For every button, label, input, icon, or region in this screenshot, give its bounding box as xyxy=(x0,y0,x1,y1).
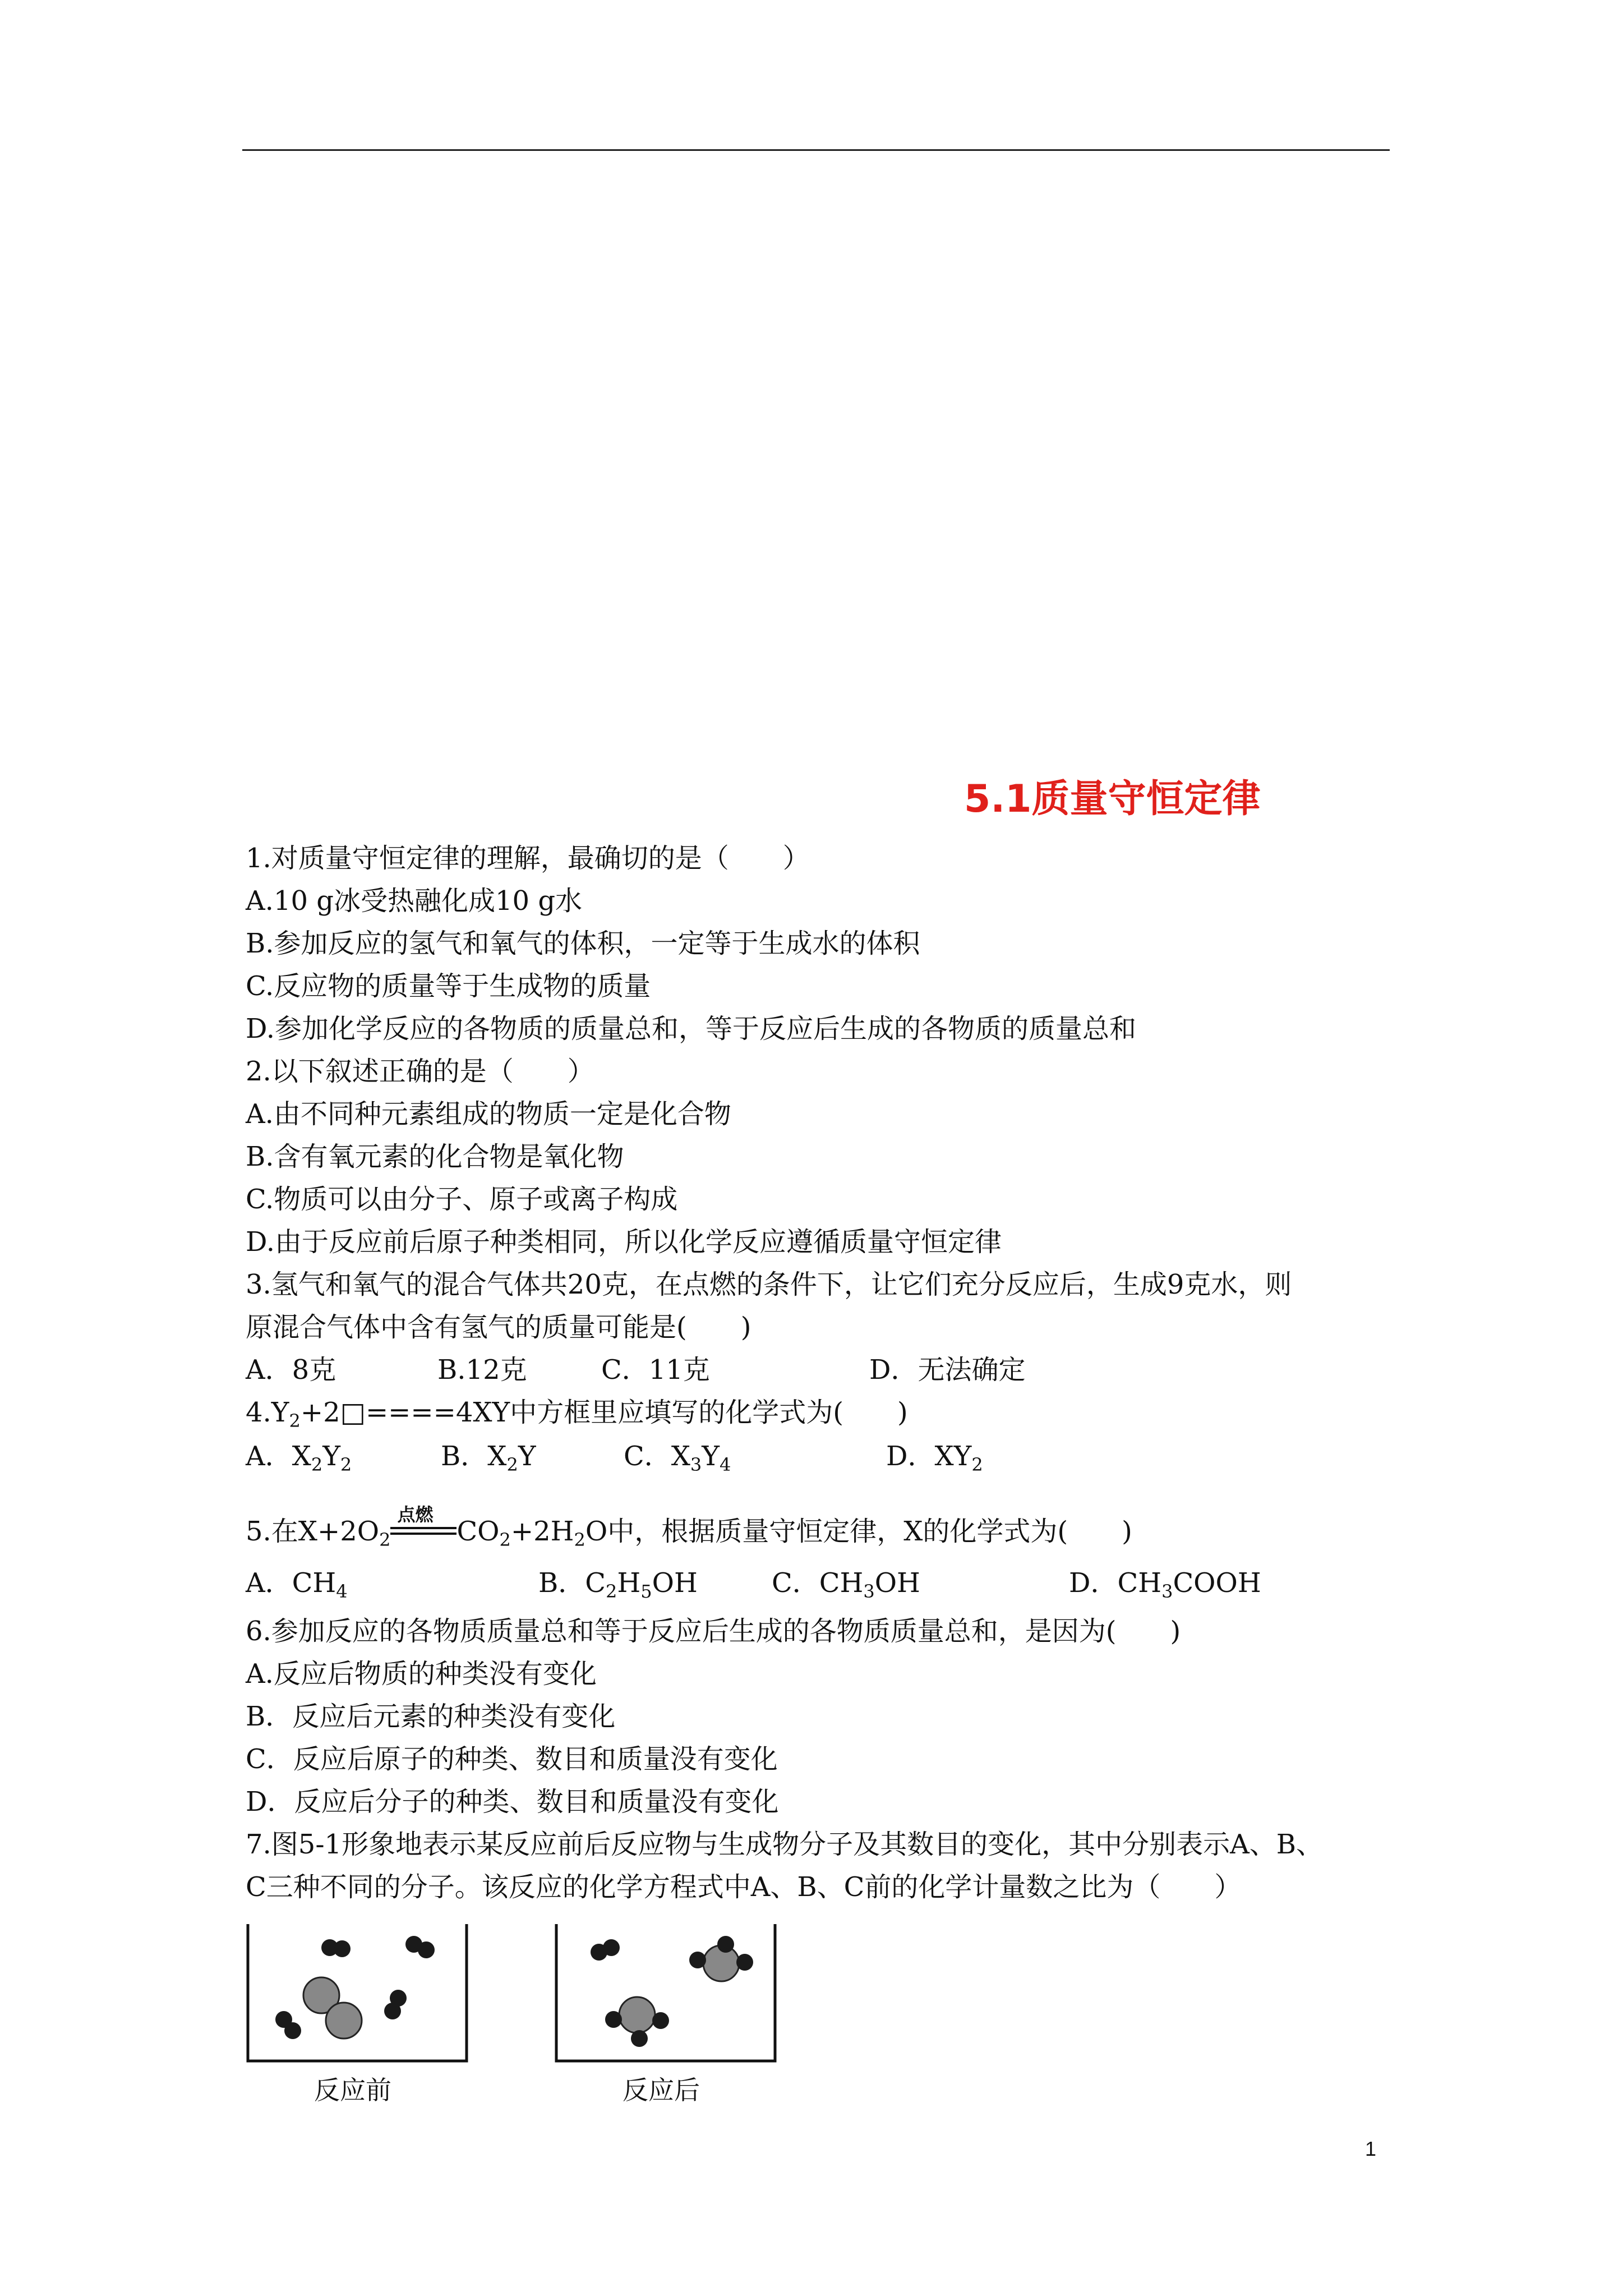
q5-a-part: A．CH xyxy=(246,1567,336,1599)
q2-stem: 2.以下叙述正确的是（ ） xyxy=(246,1056,594,1087)
figure-after-reaction xyxy=(554,1924,778,2070)
q3-option-a: A．8克 xyxy=(246,1354,336,1386)
small-atom xyxy=(652,2012,669,2029)
q5-c-part: OH xyxy=(874,1567,920,1599)
q5-b-part: OH xyxy=(652,1567,698,1599)
q5-c-sub: 3 xyxy=(863,1581,875,1602)
q4-a-part: A．X xyxy=(246,1441,311,1472)
beaker-outline xyxy=(556,1924,775,2061)
q3-stem-line2: 原混合气体中含有氢气的质量可能是( ) xyxy=(246,1312,751,1343)
figure-after-label: 反应后 xyxy=(623,2075,700,2105)
q5-stem-sub: 2 xyxy=(499,1529,511,1550)
q4-b-part: Y xyxy=(518,1441,536,1472)
q2-option-a: A.由不同种元素组成的物质一定是化合物 xyxy=(246,1098,731,1130)
q1-option-c: C.反应物的质量等于生成物的质量 xyxy=(246,970,651,1002)
page-title: 5.1质量守恒定律 xyxy=(964,777,1261,821)
q6-option-b: B．反应后元素的种类没有变化 xyxy=(246,1701,616,1732)
q5-stem-part: O中，根据质量守恒定律，X的化学式为( ) xyxy=(585,1516,1132,1547)
q4-option-d xyxy=(886,1439,983,1473)
q5-stem xyxy=(246,1504,1132,1550)
q4-option-a xyxy=(246,1439,352,1473)
q3-option-b: B.12克 xyxy=(437,1354,527,1386)
large-atom xyxy=(326,2003,362,2039)
q7-stem-line2: C三种不同的分子。该反应的化学方程式中A、B、C前的化学计量数之比为（ ） xyxy=(246,1871,1242,1903)
q5-option-d xyxy=(1069,1566,1261,1600)
q4-stem xyxy=(246,1396,908,1432)
q6-option-d: D．反应后分子的种类、数目和质量没有变化 xyxy=(246,1786,779,1818)
q2-option-b: B.含有氧元素的化合物是氧化物 xyxy=(246,1141,624,1172)
small-atom xyxy=(418,1941,435,1958)
header-rule xyxy=(242,149,1390,151)
q4-c-sub: 3 xyxy=(690,1454,702,1475)
q4-a-sub: 2 xyxy=(340,1454,352,1475)
q5-b-sub: 5 xyxy=(640,1581,652,1602)
q4-stem-pre: 4.Y xyxy=(246,1397,289,1428)
q4-a-sub: 2 xyxy=(311,1454,323,1475)
q5-b-part: B．C xyxy=(538,1567,606,1599)
small-atom xyxy=(605,2011,622,2028)
q1-option-d: D.参加化学反应的各物质的质量总和，等于反应后生成的各物质的质量总和 xyxy=(246,1013,1137,1045)
q3-option-d: D．无法确定 xyxy=(869,1354,1026,1386)
q1-option-b: B.参加反应的氢气和氧气的体积，一定等于生成水的体积 xyxy=(246,928,920,959)
q4-b-part: B．X xyxy=(441,1441,507,1472)
small-atom xyxy=(736,1954,753,1971)
q1-option-a: A.10 g冰受热融化成10 g水 xyxy=(246,885,583,917)
q4-c-part: Y xyxy=(702,1441,720,1472)
large-atom xyxy=(619,1997,655,2033)
small-atom xyxy=(284,2022,301,2039)
q5-stem-sub: 2 xyxy=(379,1529,391,1550)
q6-stem: 6.参加反应的各物质质量总和等于反应后生成的各物质质量总和，是因为( ) xyxy=(246,1616,1181,1647)
q4-stem-sub: 2 xyxy=(289,1410,301,1432)
small-atom xyxy=(603,1939,620,1956)
q4-d-sub: 2 xyxy=(971,1454,983,1475)
q4-d-part: D．XY xyxy=(886,1441,972,1472)
q5-stem-sub: 2 xyxy=(574,1529,585,1550)
q4-c-part: C．X xyxy=(624,1441,690,1472)
q5-b-part: H xyxy=(617,1567,641,1599)
q5-b-sub: 2 xyxy=(606,1581,617,1602)
reaction-condition: 点燃 xyxy=(397,1504,434,1525)
q5-stem-part: CO xyxy=(457,1516,500,1547)
q3-option-c: C．11克 xyxy=(601,1354,710,1386)
q5-option-a xyxy=(246,1566,348,1600)
q5-d-part: D．CH xyxy=(1069,1567,1162,1599)
figure-before-label: 反应前 xyxy=(314,2075,391,2105)
q5-d-sub: 3 xyxy=(1161,1581,1173,1602)
small-atom xyxy=(717,1936,734,1953)
q4-b-sub: 2 xyxy=(506,1454,518,1475)
reaction-arrow xyxy=(390,1504,457,1548)
q2-option-c: C.物质可以由分子、原子或离子构成 xyxy=(246,1184,678,1215)
q7-stem-line1: 7.图5-1形象地表示某反应前后反应物与生成物分子及其数目的变化，其中分别表示A、B、 xyxy=(246,1829,1324,1860)
beaker-outline xyxy=(248,1924,467,2061)
q5-c-part: C．CH xyxy=(772,1567,864,1599)
small-atom xyxy=(334,1940,351,1957)
q6-option-c: C．反应后原子的种类、数目和质量没有变化 xyxy=(246,1743,778,1775)
q5-option-b xyxy=(538,1566,698,1600)
q5-a-sub: 4 xyxy=(336,1581,348,1602)
q3-stem-line1: 3.氢气和氧气的混合气体共20克，在点燃的条件下，让它们充分反应后，生成9克水，则 xyxy=(246,1269,1292,1300)
q5-stem-part: +2H xyxy=(510,1516,574,1547)
q4-stem-post: +2□====4XY中方框里应填写的化学式为( ) xyxy=(300,1397,908,1428)
page-number: 1 xyxy=(1365,2137,1377,2160)
q6-option-a: A.反应后物质的种类没有变化 xyxy=(246,1658,597,1690)
q4-option-c xyxy=(624,1439,731,1473)
q5-option-c xyxy=(772,1566,920,1600)
q4-option-b xyxy=(441,1439,536,1473)
small-atom xyxy=(631,2030,648,2047)
q4-c-sub: 4 xyxy=(719,1454,731,1475)
figure-before-reaction xyxy=(246,1924,470,2070)
small-atom xyxy=(384,2003,401,2019)
small-atom xyxy=(689,1952,706,1968)
q2-option-d: D.由于反应前后原子种类相同，所以化学反应遵循质量守恒定律 xyxy=(246,1226,1002,1258)
q1-stem: 1.对质量守恒定律的理解，最确切的是（ ） xyxy=(246,843,810,874)
q5-stem-part: 5.在X+2O xyxy=(246,1516,380,1547)
q5-d-part: COOH xyxy=(1173,1567,1261,1599)
q4-a-part: Y xyxy=(322,1441,340,1472)
